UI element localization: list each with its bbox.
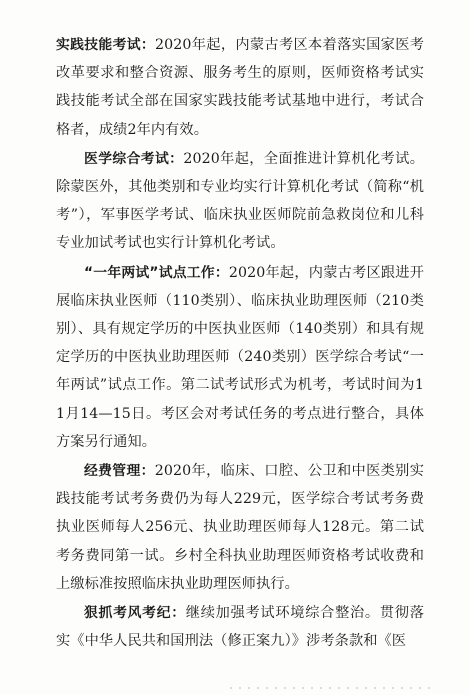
paragraph-exam-discipline — [56, 599, 424, 655]
paragraph-comprehensive-exam — [56, 145, 424, 258]
body-comprehensive-exam: 2020年起，全面推进计算机化考试。除蒙医外，其他类别和专业均实行计算机化考试（简称“机考”），军事医学考试、临床执业医师院前急救岗位和儿科专业加试考试也实行计算机化考试。 — [56, 150, 424, 252]
heading-funding-management: 经费管理： — [84, 463, 155, 480]
document-body — [56, 31, 424, 655]
scan-artifact — [230, 687, 430, 689]
heading-practical-skills-exam: 实践技能考试： — [56, 37, 155, 53]
body-two-exams-pilot: 2020年起，内蒙古考区跟进开展临床执业医师（110类别）、临床执业助理医师（210类别）、具有规定学历的中医执业医师（140类别）和具有规定学历的中医执业助理医师（240类别）医学综合考试“一年两试”试点工作。第二试考试形式为机考，考试时间为11月14—15日。考区会对考试任务的考点进行整合，具体方案另行通知。 — [56, 264, 424, 450]
heading-comprehensive-exam: 医学综合考试： — [84, 150, 184, 167]
body-funding-management: 2020年，临床、口腔、公卫和中医类别实践技能考试考务费仍为每人229元，医学综合考试考务费执业医师每人256元、执业助理医师每人128元。第二试考务费同第一试。乡村全科执业助理医师资格考试收费和上缴标准按照临床执业助理医师执行。 — [56, 463, 425, 592]
body-exam-discipline: 继续加强考试环境综合整治。贯彻落实《中华人民共和国刑法（修正案九）》涉考条款和《医 — [56, 605, 425, 650]
heading-exam-discipline: 狠抓考风考纪： — [84, 605, 186, 622]
paragraph-two-exams-pilot — [56, 259, 424, 456]
body-practical-skills-exam: 2020年起，内蒙古考区本着落实国家医考改革要求和整合资源、服务考生的原则，医师资格考试实践技能考试全部在国家实践技能考试基地中进行，考试合格者，成绩2年内有效。 — [56, 37, 425, 138]
heading-two-exams-pilot: “一年两试”试点工作： — [84, 264, 229, 281]
paragraph-funding-management — [56, 457, 424, 598]
paragraph-practical-skills-exam — [56, 31, 424, 144]
